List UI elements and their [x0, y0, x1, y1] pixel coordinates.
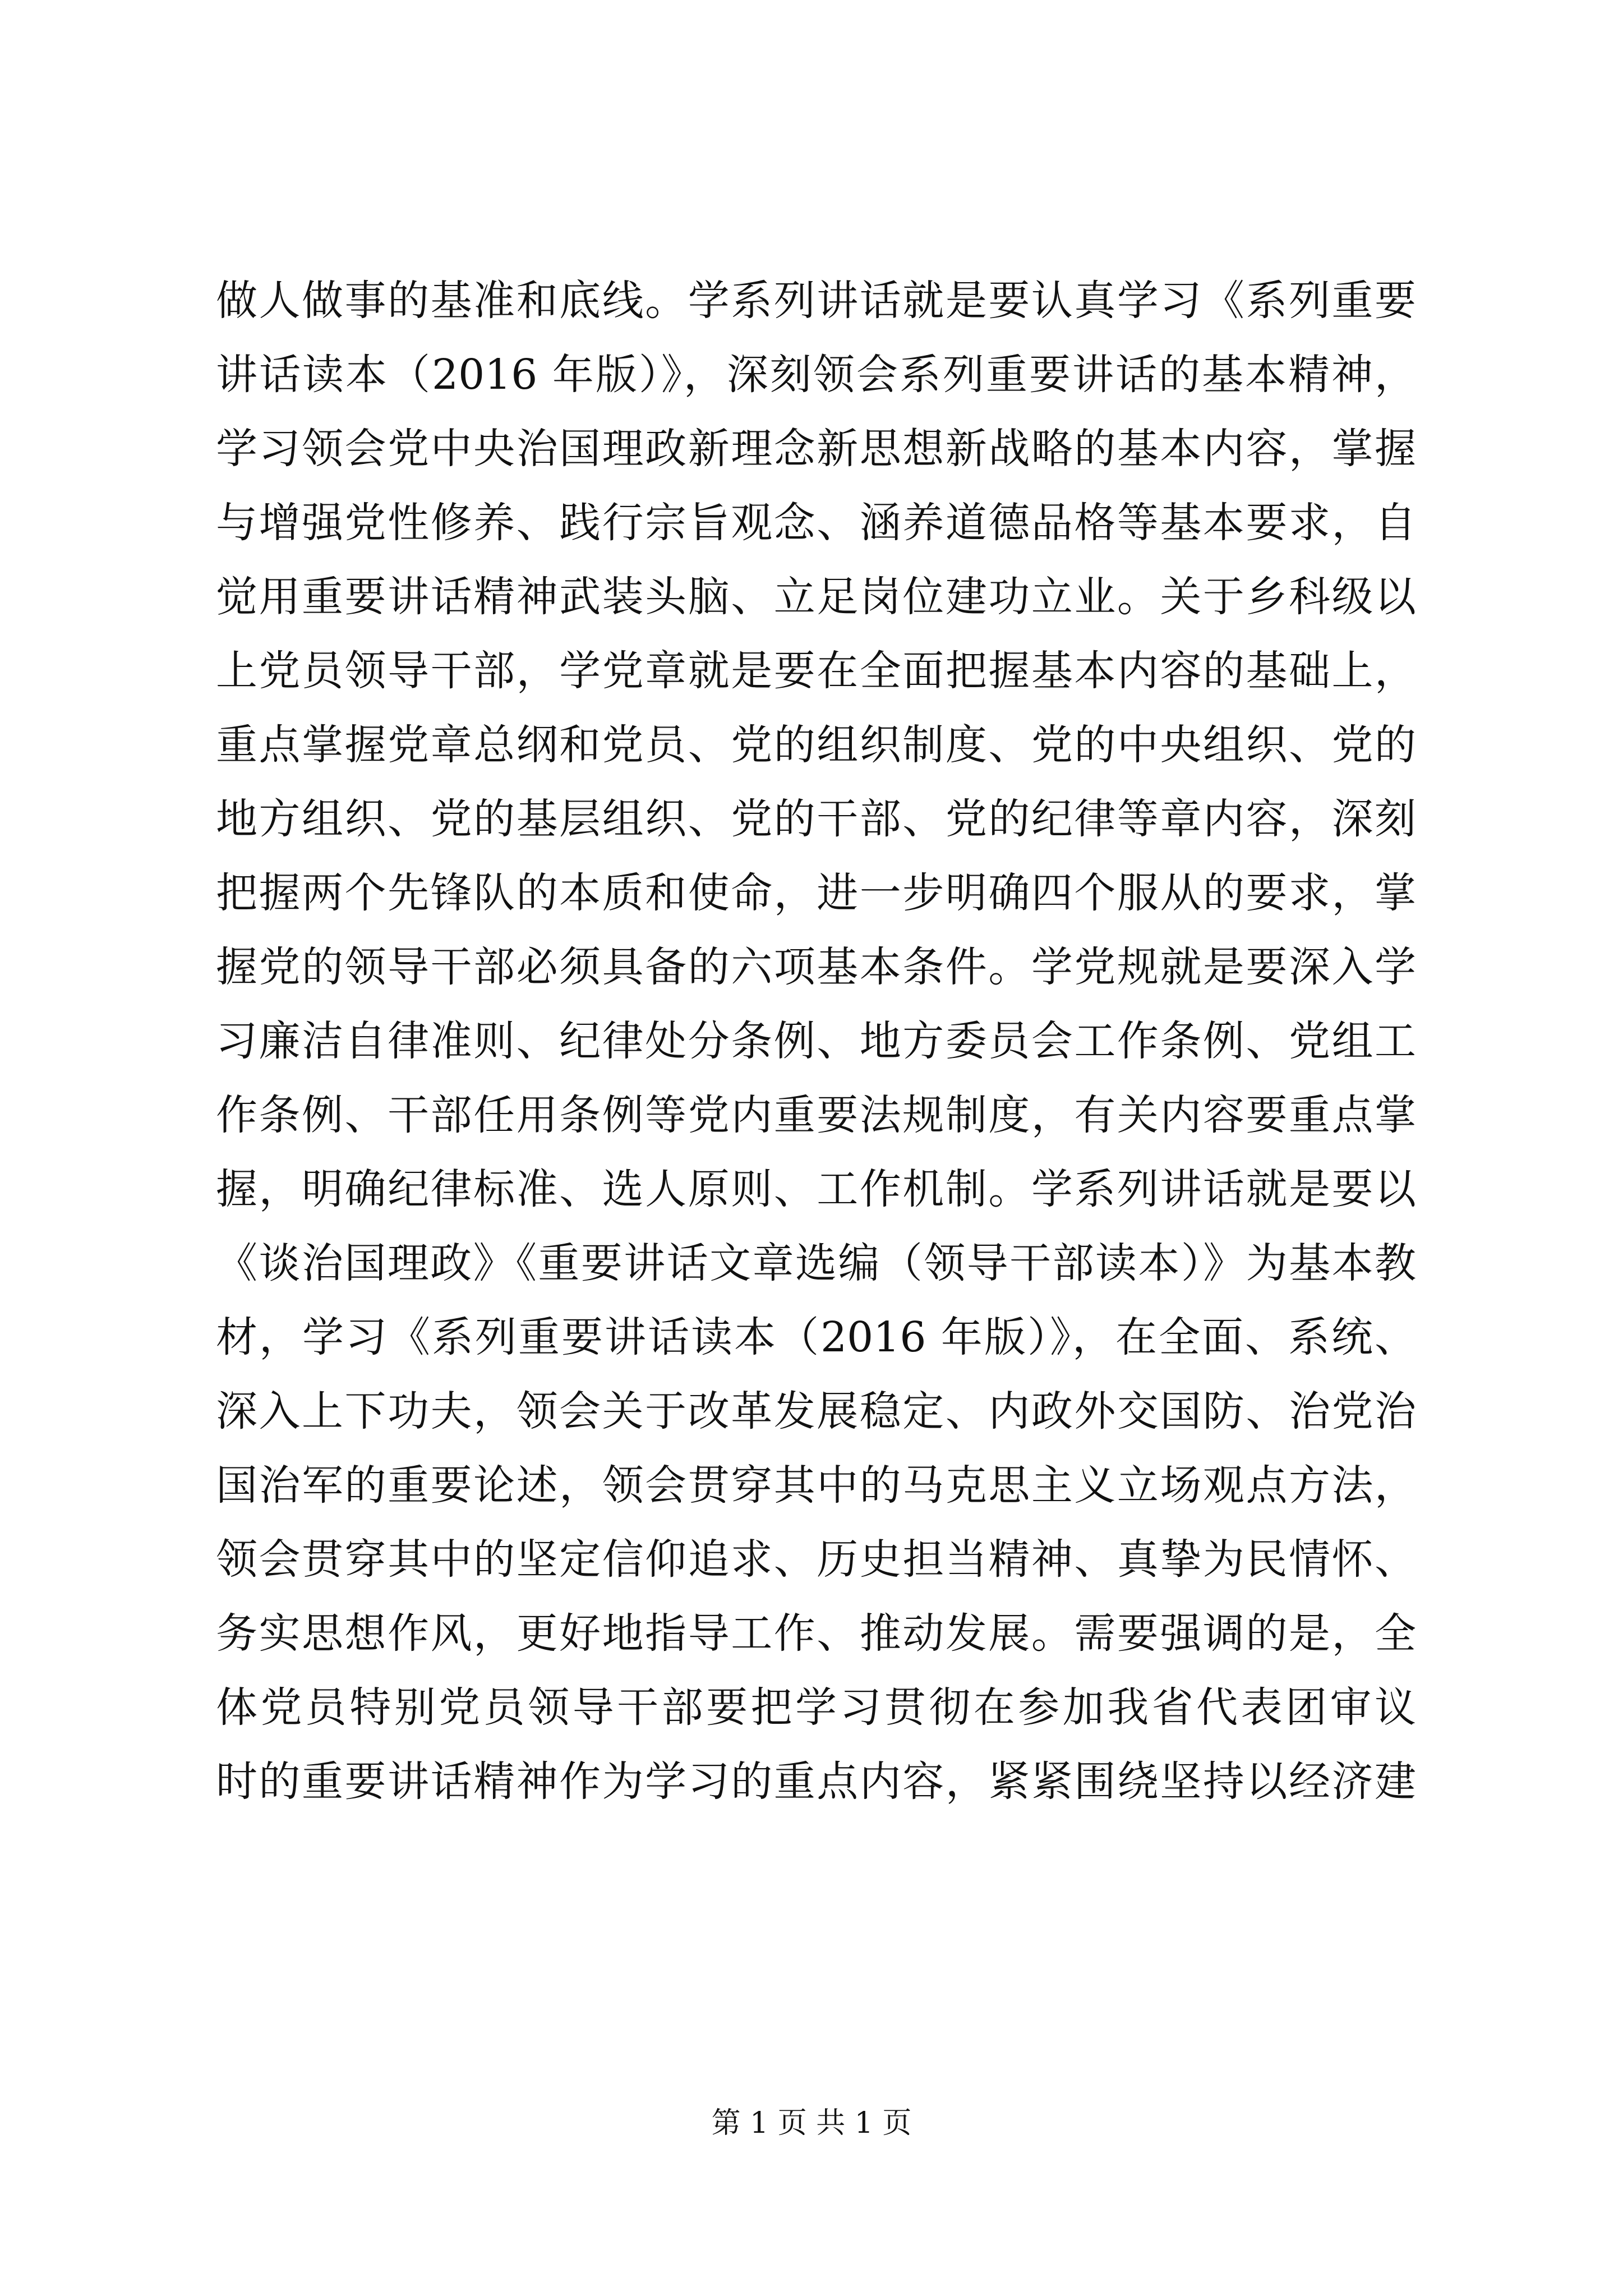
text-line: 与增强党性修养、践行宗旨观念、涵养道德品格等基本要求，自 — [216, 499, 1416, 547]
text-line: 体党员特别党员领导干部要把学习贯彻在参加我省代表团审议 — [216, 1683, 1416, 1732]
text-line: 材，学习《系列重要讲话读本（2016 年版）》，在全面、系统、 — [216, 1313, 1416, 1361]
body-text — [216, 264, 1416, 1819]
text-line: 深入上下功夫，领会关于改革发展稳定、内政外交国防、治党治 — [216, 1387, 1416, 1435]
text-line: 《谈治国理政》《重要讲话文章选编（领导干部读本）》为基本教 — [216, 1239, 1416, 1287]
text-line: 做人做事的基准和底线。学系列讲话就是要认真学习《系列重要 — [216, 277, 1416, 325]
text-line: 学习领会党中央治国理政新理念新思想新战略的基本内容，掌握 — [216, 425, 1416, 473]
text-line: 把握两个先锋队的本质和使命，进一步明确四个服从的要求，掌 — [216, 869, 1416, 917]
text-line: 务实思想作风，更好地指导工作、推动发展。需要强调的是，全 — [216, 1609, 1416, 1658]
page-number-footer: 第 1 页 共 1 页 — [711, 2106, 912, 2140]
text-line: 觉用重要讲话精神武装头脑、立足岗位建功立业。关于乡科级以 — [216, 573, 1416, 621]
text-line: 国治军的重要论述，领会贯穿其中的马克思主义立场观点方法， — [216, 1461, 1416, 1510]
text-line: 地方组织、党的基层组织、党的干部、党的纪律等章内容，深刻 — [216, 795, 1416, 843]
text-line: 讲话读本（2016 年版）》，深刻领会系列重要讲话的基本精神， — [216, 351, 1416, 399]
text-line: 时的重要讲话精神作为学习的重点内容，紧紧围绕坚持以经济建 — [216, 1757, 1416, 1806]
text-line: 领会贯穿其中的坚定信仰追求、历史担当精神、真挚为民情怀、 — [216, 1535, 1416, 1584]
text-line: 重点掌握党章总纲和党员、党的组织制度、党的中央组织、党的 — [216, 721, 1416, 769]
text-line: 握党的领导干部必须具备的六项基本条件。学党规就是要深入学 — [216, 943, 1416, 991]
text-line: 握，明确纪律标准、选人原则、工作机制。学系列讲话就是要以 — [216, 1165, 1416, 1213]
text-line: 习廉洁自律准则、纪律处分条例、地方委员会工作条例、党组工 — [216, 1017, 1416, 1065]
text-line: 作条例、干部任用条例等党内重要法规制度，有关内容要重点掌 — [216, 1091, 1416, 1139]
text-line: 上党员领导干部，学党章就是要在全面把握基本内容的基础上， — [216, 647, 1416, 695]
